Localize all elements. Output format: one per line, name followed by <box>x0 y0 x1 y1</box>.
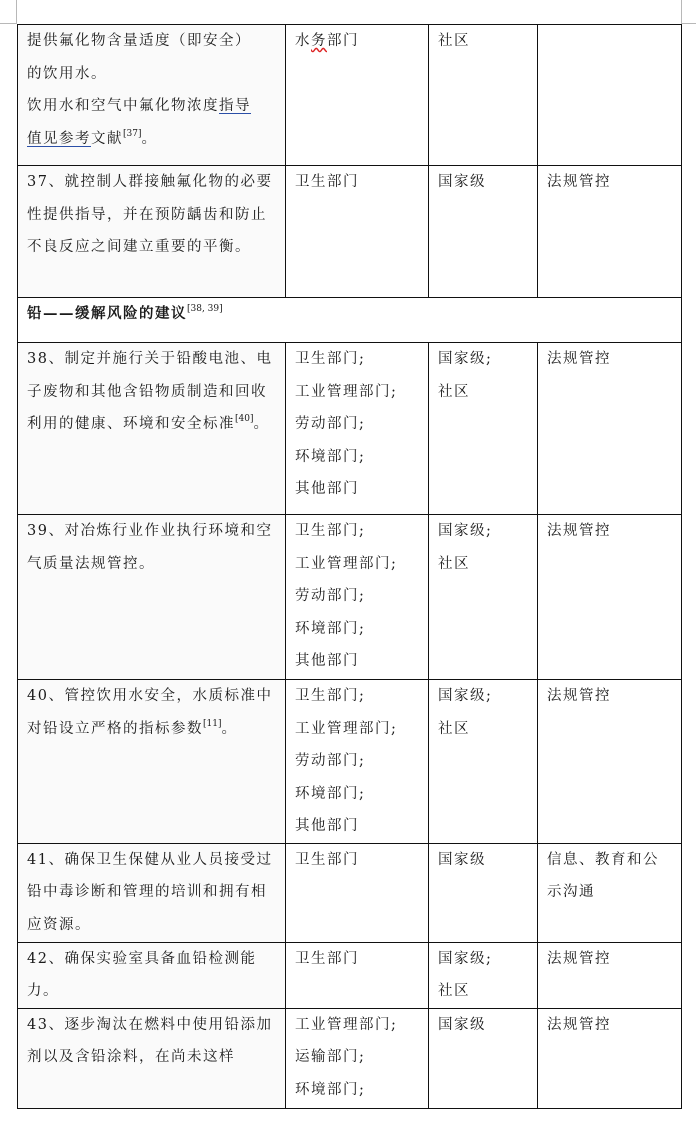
section-heading <box>18 298 682 343</box>
department-text: 其他部门 <box>295 818 359 834</box>
department-text: 劳动部门; <box>295 416 366 432</box>
level-text: 社区 <box>438 383 470 400</box>
recommendation-text: 43、逐步淘汰在燃料中使用铅添加剂以及含铅涂料，在尚未这样 <box>27 1016 273 1065</box>
department-text: 工业管理部门; <box>295 555 398 572</box>
category-text: 信息、教育和公示沟通 <box>547 851 659 900</box>
level-cell <box>429 843 538 942</box>
table-row <box>18 1008 682 1108</box>
table-row <box>18 942 682 1008</box>
recommendation-cell <box>18 515 286 680</box>
category-text: 法规管控 <box>547 950 611 967</box>
level-text: 国家级; <box>438 688 493 704</box>
department-cell <box>286 515 429 680</box>
department-text: 环境部门; <box>295 785 366 802</box>
level-cell <box>429 25 538 166</box>
recommendation-cell <box>18 343 286 515</box>
level-cell <box>429 166 538 298</box>
recommendation-cell <box>18 942 286 1008</box>
level-text: 国家级; <box>438 523 493 539</box>
department-text: 卫生部门; <box>295 523 366 539</box>
category-cell <box>538 843 682 942</box>
table-row <box>18 515 682 680</box>
section-heading-row <box>18 298 682 343</box>
level-cell <box>429 515 538 680</box>
department-text: 卫生部门; <box>295 351 366 367</box>
reference-link[interactable]: 值见参考 <box>27 130 91 147</box>
guideline-link[interactable]: 指导 <box>219 98 251 114</box>
department-text: 劳动部门; <box>295 588 366 604</box>
table-row <box>18 166 682 298</box>
level-cell <box>429 680 538 844</box>
note-end: 。 <box>141 130 158 147</box>
level-text: 国家级; <box>438 351 493 367</box>
department-text: 环境部门; <box>295 1081 366 1098</box>
level-text: 国家级 <box>438 851 486 868</box>
department-text: 卫生部门 <box>295 174 359 190</box>
department-cell <box>286 680 429 844</box>
level-text: 社区 <box>438 983 470 999</box>
citation-ref: [37] <box>123 128 142 139</box>
department-text: 环境部门; <box>295 448 366 465</box>
recommendation-cell <box>18 680 286 844</box>
level-text: 国家级 <box>438 1016 486 1033</box>
recommendation-cell <box>18 843 286 942</box>
department-text: 其他部门 <box>295 481 359 497</box>
level-cell <box>429 1008 538 1108</box>
level-text: 国家级; <box>438 950 493 967</box>
category-cell <box>538 1008 682 1108</box>
page-margin-corner-left <box>0 0 17 24</box>
spellcheck-flagged-text[interactable]: 务 <box>311 33 327 49</box>
citation-ref: [38, 39] <box>187 304 223 314</box>
department-text: 卫生部门; <box>295 688 366 704</box>
note-text: 文献 <box>91 130 123 147</box>
department-text: 劳动部门; <box>295 753 366 769</box>
category-text: 法规管控 <box>547 174 611 190</box>
citation-ref: [11] <box>203 718 222 729</box>
department-cell <box>286 942 429 1008</box>
table-row <box>18 680 682 844</box>
department-text: 环境部门; <box>295 620 366 637</box>
table-row <box>18 25 682 166</box>
page-margin-corner-right <box>681 0 696 24</box>
recommendation-text: 38、制定并施行关于铅酸电池、电子废物和其他含铅物质制造和回收利用的健康、环境和安全标准 <box>27 351 273 432</box>
level-cell <box>429 942 538 1008</box>
recommendation-text: 42、确保实验室具备血铅检测能力。 <box>27 950 257 999</box>
recommendation-text: 41、确保卫生保健从业人员接受过铅中毒诊断和管理的培训和拥有相应资源。 <box>27 851 273 933</box>
category-cell <box>538 680 682 844</box>
table-row <box>18 843 682 942</box>
department-text: 工业管理部门; <box>295 383 398 400</box>
recommendation-end: 。 <box>221 720 238 737</box>
level-text: 社区 <box>438 555 470 572</box>
recommendations-table <box>17 24 682 1109</box>
department-text: 其他部门 <box>295 653 359 669</box>
recommendation-text: 37、就控制人群接触氟化物的必要性提供指导，并在预防龋齿和防止不良反应之间建立重要的平衡。 <box>27 174 273 255</box>
department-text: 工业管理部门; <box>295 1016 398 1033</box>
level-text: 社区 <box>438 33 470 49</box>
department-text: 卫生部门 <box>295 851 359 868</box>
guideline-note <box>27 90 277 123</box>
category-text: 法规管控 <box>547 1016 611 1033</box>
level-text: 国家级 <box>438 174 486 190</box>
category-cell <box>538 515 682 680</box>
level-cell <box>429 343 538 515</box>
department-text: 卫生部门 <box>295 950 359 967</box>
department-cell <box>286 843 429 942</box>
department-cell <box>286 25 429 166</box>
recommendation-cell <box>18 166 286 298</box>
department-cell <box>286 343 429 515</box>
section-title: 铅——缓解风险的建议 <box>27 305 187 322</box>
department-text: 部门 <box>327 33 359 49</box>
category-cell <box>538 343 682 515</box>
recommendation-text: 40、管控饮用水安全，水质标准中对铅设立严格的指标参数 <box>27 688 273 737</box>
department-text: 水 <box>295 33 311 49</box>
table-row <box>18 343 682 515</box>
recommendation-end: 。 <box>253 416 270 432</box>
category-text: 法规管控 <box>547 523 611 539</box>
level-text: 社区 <box>438 720 470 737</box>
department-cell <box>286 166 429 298</box>
department-cell <box>286 1008 429 1108</box>
recommendation-cell <box>18 1008 286 1108</box>
recommendation-text: 的饮用水。 <box>27 65 107 82</box>
category-cell <box>538 942 682 1008</box>
citation-ref: [40] <box>235 414 254 424</box>
department-text: 工业管理部门; <box>295 720 398 737</box>
note-text: 饮用水和空气中氟化物浓度 <box>27 98 219 114</box>
category-cell <box>538 166 682 298</box>
recommendation-cell <box>18 25 286 166</box>
recommendation-text: 提供氟化物含量适度（即安全） <box>27 33 251 49</box>
guideline-note-cont <box>27 123 277 156</box>
department-text: 运输部门; <box>295 1049 366 1065</box>
category-cell <box>538 25 682 166</box>
category-text: 法规管控 <box>547 688 611 704</box>
recommendation-text: 39、对冶炼行业作业执行环境和空气质量法规管控。 <box>27 523 273 572</box>
category-text: 法规管控 <box>547 351 611 367</box>
